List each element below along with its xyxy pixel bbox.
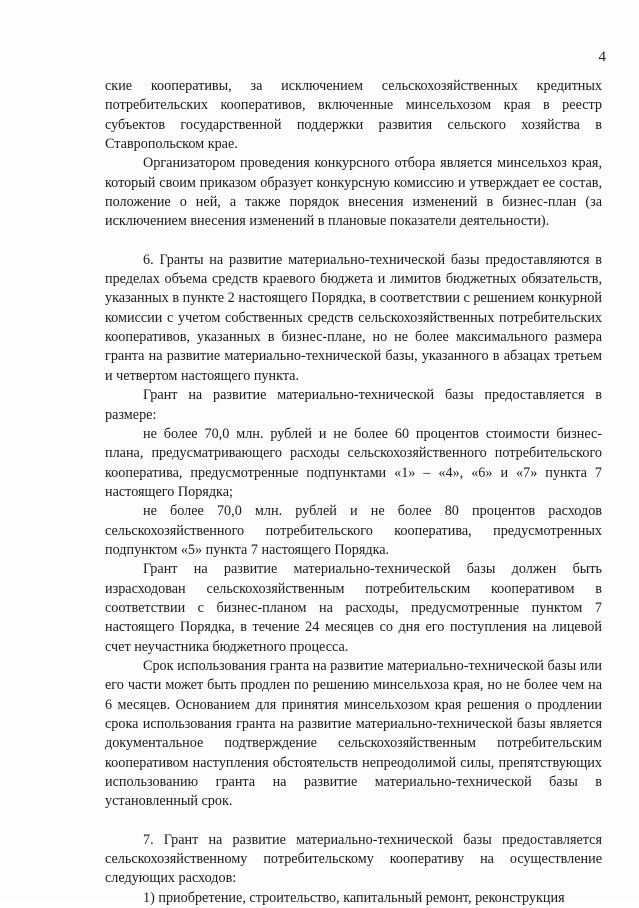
paragraph-spending-term: Грант на развитие материально-технической базы должен быть израсходован сельскохозяйственным потребительским кооперативом в соответствии с бизнес-планом на расходы, предусмотренные пунктом 7 настоящего Порядка, в течение 24 месяцев со дня его поступления на лицевой счет неучастника бюджетного процесса. bbox=[105, 561, 602, 655]
paragraph-grant-amount: Грант на развитие материально-технической базы предоставляется в размере: bbox=[105, 387, 602, 423]
paragraph-amount-option-2: не более 70,0 млн. рублей и не более 80 процентов расходов сельскохозяйственного потребительского кооператива, предусмотренных подпунктом «5» пункта 7 настоящего Порядка. bbox=[105, 503, 602, 558]
paragraph-term-extension: Срок использования гранта на развитие материально-технической базы или его части может быть продлен по решению минсельхоза края, но не более чем на 6 месяцев. Основанием для принятия минсельхозом края решения о продлении срока использования гранта на развитие материально-технической базы является документальное подтверждение сельскохозяйственным потребительским кооперативом наступления обстоятельств непреодолимой силы, препятствующих использованию гранта на развитие материально-технической базы в установленный срок. bbox=[105, 657, 603, 810]
paragraph-cooperatives-continuation: ские кооперативы, за исключением сельскохозяйственных кредитных потребительских кооперативов, включенные минсельхозом края в реестр субъектов государственной поддержки развития сельского хозяйства в Ставропольском крае. bbox=[105, 78, 602, 153]
paragraph-item-6: 6. Гранты на развитие материально-технической базы предоставляются в пределах объема средств краевого бюджета и лимитов бюджетных обязательств, указанных в пункте 2 настоящего Порядка, в соответствии с решением конкурной комиссии с учетом собственных средств сельскохозяйственных потребительских кооперативов, указанных в бизнес-плане, но не более максимального размера гранта на развитие материально-технической базы, указанного в абзацах третьем и четвертом настоящего пункта. bbox=[105, 251, 602, 384]
paragraph-amount-option-1: не более 70,0 млн. рублей и не более 60 процентов стоимости бизнес-плана, предусматривающего расходы сельскохозяйственного потребительского кооператива, предусмотренные подпунктами «1» – «4», «6» и «7» пункта 7 настоящего Порядка; bbox=[105, 425, 602, 500]
page-number: 4 bbox=[598, 49, 606, 65]
paragraph-organizer: Организатором проведения конкурсного отбора является минсельхоз края, который своим приказом образует конкурсную комиссию и утверждает ее состав, положение о ней, а также порядок внесения изменений в бизнес-план (за исключением внесения изменений в плановые показатели деятельности). bbox=[105, 155, 602, 230]
paragraph-subitem-1: 1) приобретение, строительство, капитальный ремонт, реконструкция bbox=[143, 889, 565, 906]
paragraph-item-7: 7. Грант на развитие материально-технической базы предоставляется сельскохозяйственному потребительскому кооперативу на осуществление следующих расходов: bbox=[105, 831, 602, 887]
document-body bbox=[105, 77, 602, 908]
